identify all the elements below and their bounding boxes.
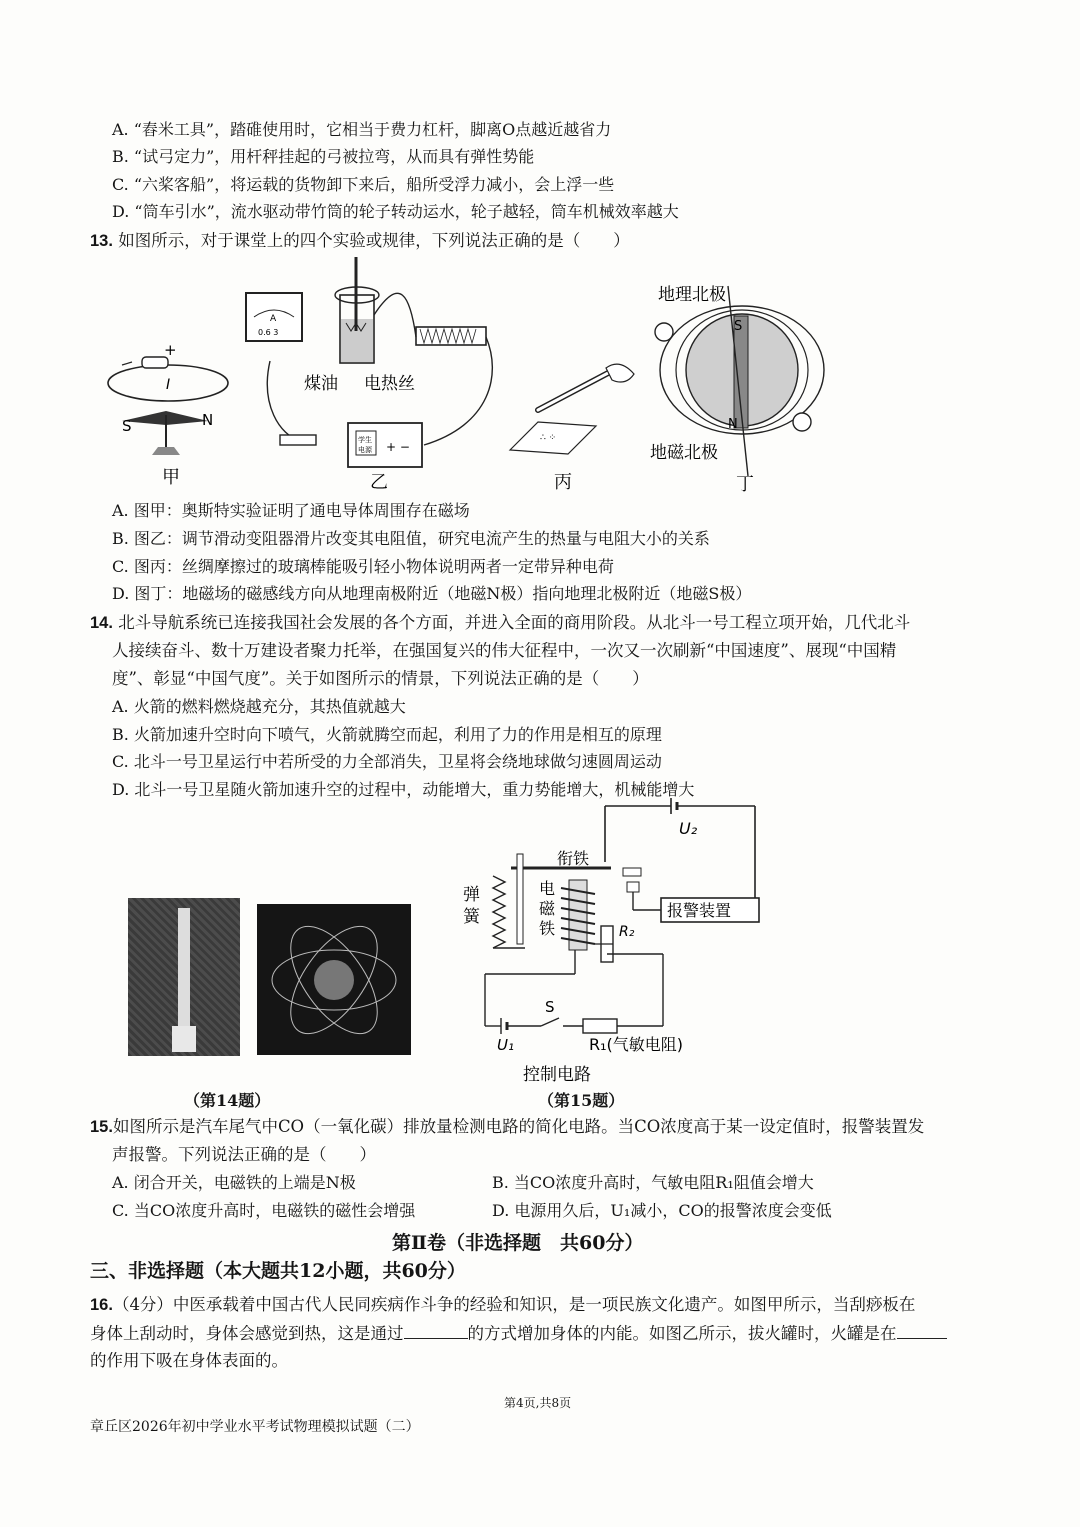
figure-ding (642, 278, 837, 493)
q14-stem-line1 (90, 612, 910, 634)
q15-number: 15. (90, 1118, 113, 1136)
spring-char1: 弹 (463, 885, 480, 905)
spring-char2: 簧 (463, 907, 480, 927)
r1-label: R₁(气敏电阻) (589, 1035, 684, 1054)
magnet-char1: 电 (539, 879, 556, 898)
q13-stem (90, 230, 630, 252)
ammeter-a: A (270, 314, 277, 324)
q13-stem-text: 如图所示，对于课堂上的四个实验或规律，下列说法正确的是（ ） (118, 231, 630, 250)
figure-jia (104, 335, 244, 485)
svg-text:∴ ⁘: ∴ ⁘ (540, 433, 557, 443)
magnet-char2: 磁 (539, 899, 556, 918)
jia-s-pole: S (122, 417, 132, 435)
q16-line2 (90, 1322, 947, 1345)
q14-option-a: A. 火箭的燃料燃烧越充分，其热值就越大 (112, 697, 406, 716)
heating-wire-label: 电热丝 (364, 374, 415, 394)
q15-stem-line1 (90, 1116, 924, 1138)
figure-yi-label: 乙 (370, 472, 388, 490)
q16-line1 (90, 1294, 915, 1316)
page-number: 第4页,共8页 (504, 1396, 572, 1410)
q14-option-c: C. 北斗一号卫星运行中若所受的力全部消失，卫星将会绕地球做匀速圆周运动 (112, 752, 662, 771)
jia-current: I (166, 377, 171, 393)
q15-option-d: D. 电源用久后，U₁减小，CO的报警浓度会变低 (492, 1201, 832, 1220)
figure-jia-label: 甲 (162, 467, 180, 485)
q16-line2-part2: 的方式增加身体的内能。如图乙所示，拔火罐时，火罐是在 (467, 1324, 897, 1343)
q16-line2-part1: 身体上刮动时，身体会感觉到热，这是通过 (90, 1324, 404, 1343)
figure-ding-label: 丁 (736, 474, 754, 493)
satellite-orbits-photo (257, 904, 411, 1055)
q14-option-b: B. 火箭加速升空时向下喷气，火箭就腾空而起，利用了力的作用是相互的原理 (112, 725, 662, 744)
q16-line3: 的作用下吸在身体表面的。 (90, 1351, 288, 1370)
q13-option-c: C. 图丙：丝绸摩擦过的玻璃棒能吸引轻小物体说明两者一定带异种电荷 (112, 557, 614, 576)
power-supply-line2: 电源 (358, 446, 372, 454)
orbits-drawing (257, 904, 411, 1055)
ammeter-scale: 0.6 3 (258, 328, 279, 337)
q15-stem1: 如图所示是汽车尾气中CO（一氧化碳）排放量检测电路的简化电路。当CO浓度高于某一设定值时，报警装置发 (112, 1117, 925, 1136)
magnetic-north-label: 地磁北极 (650, 443, 718, 463)
q14-stem-line3: 度”、彰显“中国气度”。关于如图所示的情景，下列说法正确的是（ ） (112, 669, 649, 688)
q15-option-a: A. 闭合开关，电磁铁的上端是N极 (112, 1173, 356, 1192)
svg-text:+ −: + − (386, 440, 410, 454)
q14-number: 14. (90, 614, 113, 632)
q16-blank-2 (897, 1322, 947, 1339)
q16-line1-text: （4分）中医承载着中国古代人民同疾病作斗争的经验和知识，是一项民族文化遗产。如图甲所示，当刮痧板在 (112, 1295, 916, 1314)
kerosene-label: 煤油 (304, 374, 338, 394)
magnet-char3: 铁 (539, 919, 556, 938)
section-2-title: 第Ⅱ卷（非选择题 共60分） (392, 1232, 644, 1254)
q13-option-a: A. 图甲：奥斯特实验证明了通电导体周围存在磁场 (112, 501, 470, 520)
power-supply-line1: 学生 (358, 436, 372, 444)
armature-label: 衔铁 (557, 849, 590, 868)
q13-option-d: D. 图丁：地磁场的磁感线方向从地理南极附近（地磁N极）指向地理北极附近（地磁S极） (112, 584, 752, 603)
jia-n-pole: N (202, 411, 214, 429)
q14-stem1: 北斗导航系统已连接我国社会发展的各个方面，并进入全面的商用阶段。从北斗一号工程立项开始，几代北斗 (118, 613, 911, 632)
exam-title-footer: 章丘区2026年初中学业水平考试物理模拟试题（二） (90, 1419, 420, 1435)
ding-n-pole: N (728, 417, 738, 432)
q12-option-a: A. “舂米工具”，踏碓使用时，它相当于费力杠杆，脚离O点越近越省力 (112, 120, 612, 139)
q15-stem-line2: 声报警。下列说法正确的是（ ） (112, 1145, 376, 1164)
q15-option-b: B. 当CO浓度升高时，气敏电阻R₁阻值会增大 (492, 1173, 814, 1192)
q14-stem-line2: 人接续奋斗、数十万建设者聚力托举，在强国复兴的伟大征程中，一次又一次刷新“中国速度”、展现“中国精 (112, 641, 897, 660)
figure-yi (240, 255, 500, 490)
ding-s-pole: S (734, 319, 743, 334)
q12-option-d: D. “筒车引水”，流水驱动带竹筒的轮子转动运水，轮子越轻，筒车机械效率越大 (112, 202, 679, 221)
u2-label: U₂ (679, 819, 698, 838)
geographic-north-label: 地理北极 (658, 285, 726, 305)
rocket-photo (128, 898, 240, 1056)
q12-option-c: C. “六桨客船”，将运载的货物卸下来后，船所受浮力减小，会上浮一些 (112, 175, 615, 194)
q16-blank-1 (404, 1322, 468, 1339)
q15-caption: （第15题） (538, 1091, 625, 1110)
control-circuit-label: 控制电路 (523, 1065, 591, 1085)
q13-option-b: B. 图乙：调节滑动变阻器滑片改变其电阻值，研究电流产生的热量与电阻大小的关系 (112, 529, 710, 548)
q15-circuit (455, 796, 775, 1086)
alarm-device-label: 报警装置 (667, 901, 732, 920)
q12-option-b: B. “试弓定力”，用杆秤挂起的弓被拉弯，从而具有弹性势能 (112, 147, 535, 166)
q13-number: 13. (90, 232, 113, 250)
figure-bing (498, 360, 648, 492)
q14-caption: （第14题） (184, 1091, 271, 1110)
q14-option-d: D. 北斗一号卫星随火箭加速升空的过程中，动能增大，重力势能增大，机械能增大 (112, 780, 695, 799)
figure-bing-label: 丙 (554, 472, 572, 492)
u1-label: U₁ (497, 1036, 514, 1054)
r2-label: R₂ (619, 924, 635, 940)
q16-number: 16. (90, 1296, 113, 1314)
switch-label: S (545, 998, 555, 1016)
jia-plus: + (164, 341, 177, 359)
section-3-title: 三、非选择题（本大题共12小题，共60分） (90, 1260, 466, 1282)
q15-option-c: C. 当CO浓度升高时，电磁铁的磁性会增强 (112, 1201, 416, 1220)
